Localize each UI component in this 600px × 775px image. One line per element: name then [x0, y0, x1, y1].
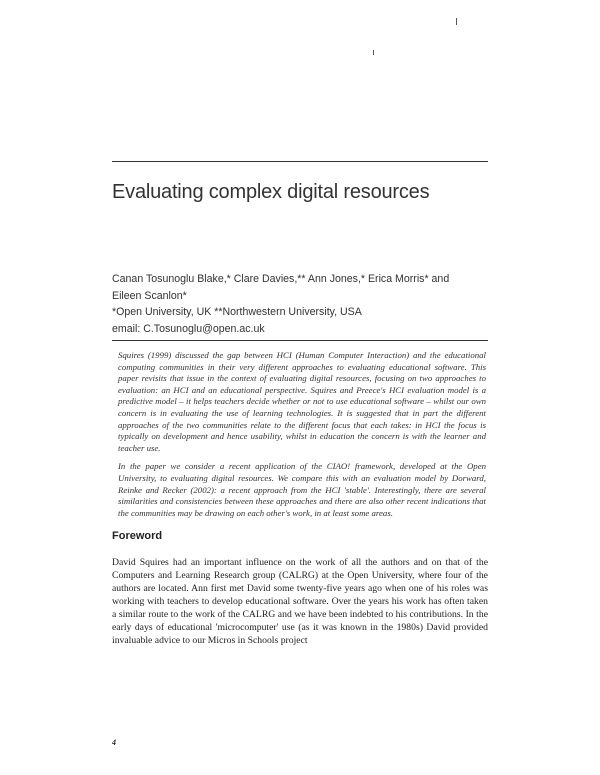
body-paragraph: David Squires had an important influence on the work of all the authors and on that of the Computers and Learning Research group (CALRG) at the Open University, where four of the authors are located. Ann first met David some twenty-five years ago when one of his roles was working with teachers to develop educational software. Over the years his work has often taken a similar route to the work of the CALRG and we have been indebted to his contributions. In the early days of educational 'microcomputer' use (as it was known in the 1980s) David provided invaluable advice to our Micros in Schools project — [112, 557, 488, 646]
abstract-paragraph: Squires (1999) discussed the gap between HCI (Human Computer Interaction) and the educational computing communities in their very different approaches to evaluating educational software. This paper revisits that issue in the context of evaluating digital resources, focusing on two approaches to evaluation: an HCI and an educational perspective. Squires and Preece's HCI evaluation model is a predictive model – it helps teachers decide whether or not to use educational software – whilst our own concern is in evaluating the use of learning technologies. It is suggested that in part the different approaches of the two communities relate to the different focus that each takes: in HCI the focus is typically on development and hence usability, whilst in education the concern is with the learner and teacher use. — [118, 350, 486, 453]
contact-email: email: C.Tosunoglu@open.ac.uk — [112, 322, 265, 335]
top-rule — [112, 161, 488, 162]
abstract-rule — [112, 340, 488, 341]
section-heading: Foreword — [112, 530, 163, 542]
paper-title: Evaluating complex digital resources — [112, 181, 430, 203]
author-list-line-1: Canan Tosunoglu Blake,* Clare Davies,** Ann Jones,* Erica Morris* and — [112, 273, 450, 285]
scan-speck — [373, 50, 374, 55]
scan-speck — [456, 18, 457, 25]
page-number: 4 — [112, 738, 116, 747]
author-block — [112, 271, 449, 337]
author-list-line-2: Eileen Scanlon* — [112, 289, 187, 302]
body-text — [112, 556, 488, 732]
abstract — [118, 350, 486, 519]
affiliations: *Open University, UK **Northwestern University, USA — [112, 306, 362, 318]
abstract-paragraph: In the paper we consider a recent application of the CIAO! framework, developed at the Open University, to evaluating digital resources. We compare this with an evaluation model by Dorward, Reinke and Recker (2002): a recent approach from the HCI 'stable'. Interestingly, there are several similarities and consistencies between these approaches and there are also other recent indications that the communities may be drawing on each other's work, in at least some areas. — [118, 461, 486, 518]
